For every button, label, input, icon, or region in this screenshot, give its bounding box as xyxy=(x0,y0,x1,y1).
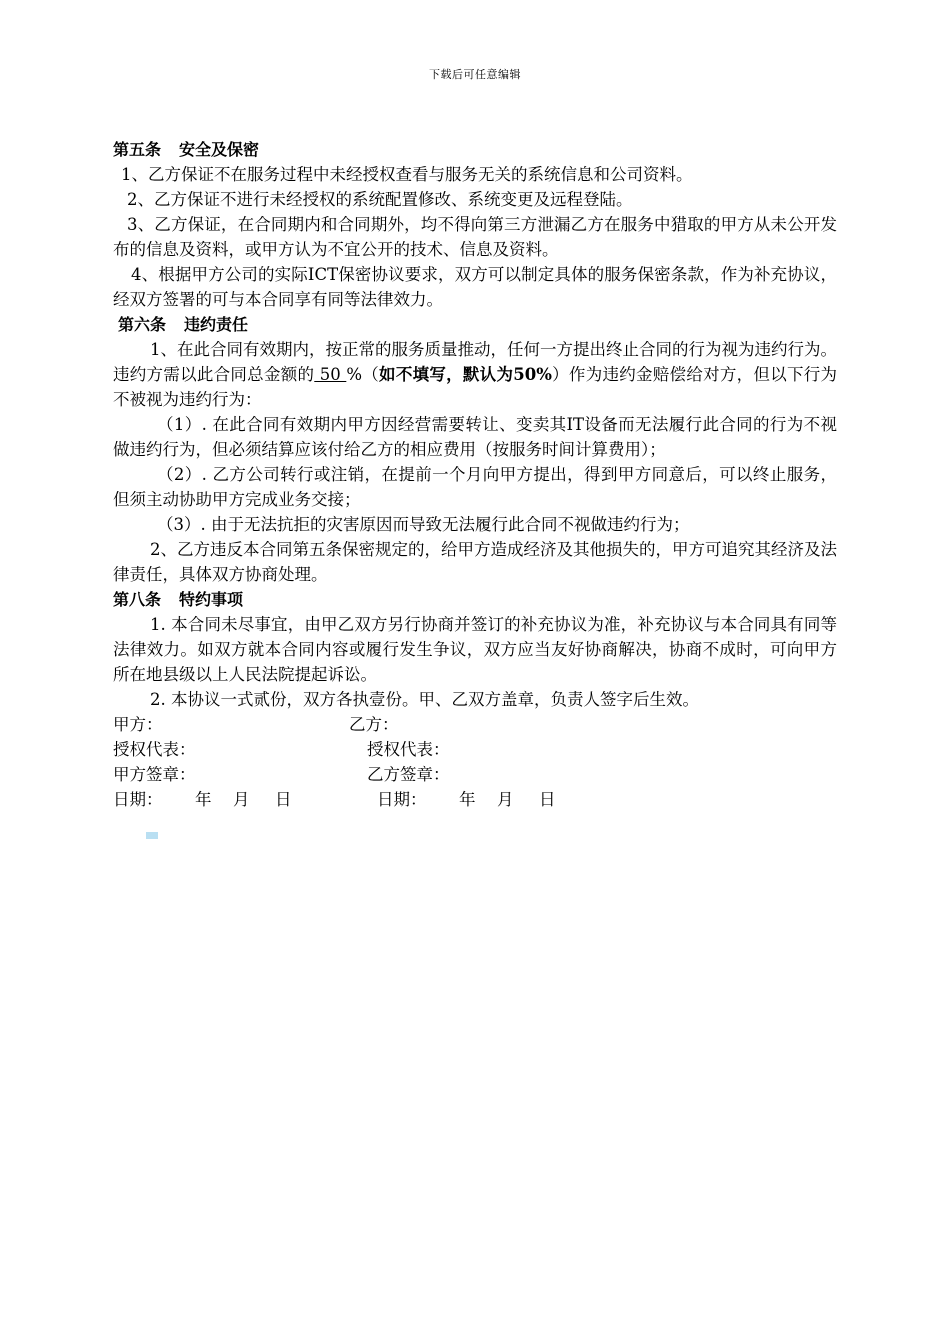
date-a-year: 年 xyxy=(195,790,212,809)
section-6-para-1 xyxy=(113,337,837,412)
section-6-item-3: （3）. 由于无法抗拒的灾害原因而导致无法履行此合同不视做违约行为； xyxy=(157,515,690,534)
rep-a-label: 授权代表： xyxy=(113,740,196,759)
document-body xyxy=(113,137,837,812)
section-8-subtitle: 特约事项 xyxy=(179,590,244,609)
date-b-month: 月 xyxy=(497,790,514,809)
section-6-para-1-tail: ）作为违约金赔偿给对方，但以下行为不被视为违约行为： xyxy=(113,365,838,409)
date-b-label: 日期： xyxy=(377,790,427,809)
signature-party-row xyxy=(113,712,837,737)
party-a-label: 甲方： xyxy=(113,715,163,734)
section-8-para-1: 1. 本合同未尽事宜，由甲乙双方另行协商并签订的补充协议为准，补充协议与本合同具有同等法律效力。如双方就本合同内容或履行发生争议，双方应当友好协商解决，协商不成时，可向甲方所在地县级以上人民法院提起诉讼。 xyxy=(113,615,837,684)
default-percentage-note: 如不填写，默认为50% xyxy=(379,365,552,384)
section-6-para-1-pct-sign: %（ xyxy=(346,365,380,384)
section-5-subtitle: 安全及保密 xyxy=(179,140,260,159)
seal-b-label: 乙方签章： xyxy=(367,765,450,784)
party-b-label: 乙方： xyxy=(349,715,399,734)
section-6-para-1-text: 1、在此合同有效期内，按正常的服务质量推动，任何一方提出终止合同的行为视为违约行为。违约方需以此合同总金额的 xyxy=(113,340,837,384)
section-6-heading xyxy=(113,312,837,337)
section-5-para-3: 3、乙方保证，在合同期内和合同期外，均不得向第三方泄漏乙方在服务中猎取的甲方从未公开发布的信息及资料，或甲方认为不宜公开的技术、信息及资料。 xyxy=(113,215,837,259)
section-6-item-2: （2）. 乙方公司转行或注销，在提前一个月向甲方提出，得到甲方同意后，可以终止服务，但须主动协助甲方完成业务交接； xyxy=(113,465,837,509)
penalty-percentage: 50 xyxy=(314,365,347,384)
seal-a-label: 甲方签章： xyxy=(113,765,196,784)
section-5-title: 第五条 xyxy=(113,140,162,159)
text-cursor-highlight xyxy=(146,832,158,839)
section-5-heading xyxy=(113,137,837,162)
date-a-day: 日 xyxy=(275,790,292,809)
section-5-para-1: 1、乙方保证不在服务过程中未经授权查看与服务无关的系统信息和公司资料。 xyxy=(121,165,693,184)
section-8-title: 第八条 xyxy=(113,590,162,609)
signature-rep-row xyxy=(113,737,837,762)
signature-date-row xyxy=(113,787,837,812)
date-a-month: 月 xyxy=(233,790,250,809)
page-header-note: 下载后可任意编辑 xyxy=(429,68,521,81)
section-5-para-2: 2、乙方保证不进行未经授权的系统配置修改、系统变更及远程登陆。 xyxy=(127,190,633,209)
section-6-para-2: 2、乙方违反本合同第五条保密规定的，给甲方造成经济及其他损失的，甲方可追究其经济及法律责任，具体双方协商处理。 xyxy=(113,540,837,584)
signature-seal-row xyxy=(113,762,837,787)
section-8-heading xyxy=(113,587,837,612)
rep-b-label: 授权代表： xyxy=(367,740,450,759)
date-a-label: 日期： xyxy=(113,790,163,809)
date-b-year: 年 xyxy=(459,790,476,809)
section-6-subtitle: 违约责任 xyxy=(184,315,249,334)
section-6-item-1: （1）. 在此合同有效期内甲方因经营需要转让、变卖其IT设备而无法履行此合同的行为不视做违约行为，但必须结算应该付给乙方的相应费用（按服务时间计算费用）； xyxy=(113,415,837,459)
date-b-day: 日 xyxy=(539,790,556,809)
section-5-para-4: 4、根据甲方公司的实际ICT保密协议要求，双方可以制定具体的服务保密条款，作为补充协议，经双方签署的可与本合同享有同等法律效力。 xyxy=(113,265,837,309)
section-8-para-2: 2. 本协议一式贰份，双方各执壹份。甲、乙双方盖章，负责人签字后生效。 xyxy=(150,690,699,709)
section-6-title: 第六条 xyxy=(118,315,167,334)
